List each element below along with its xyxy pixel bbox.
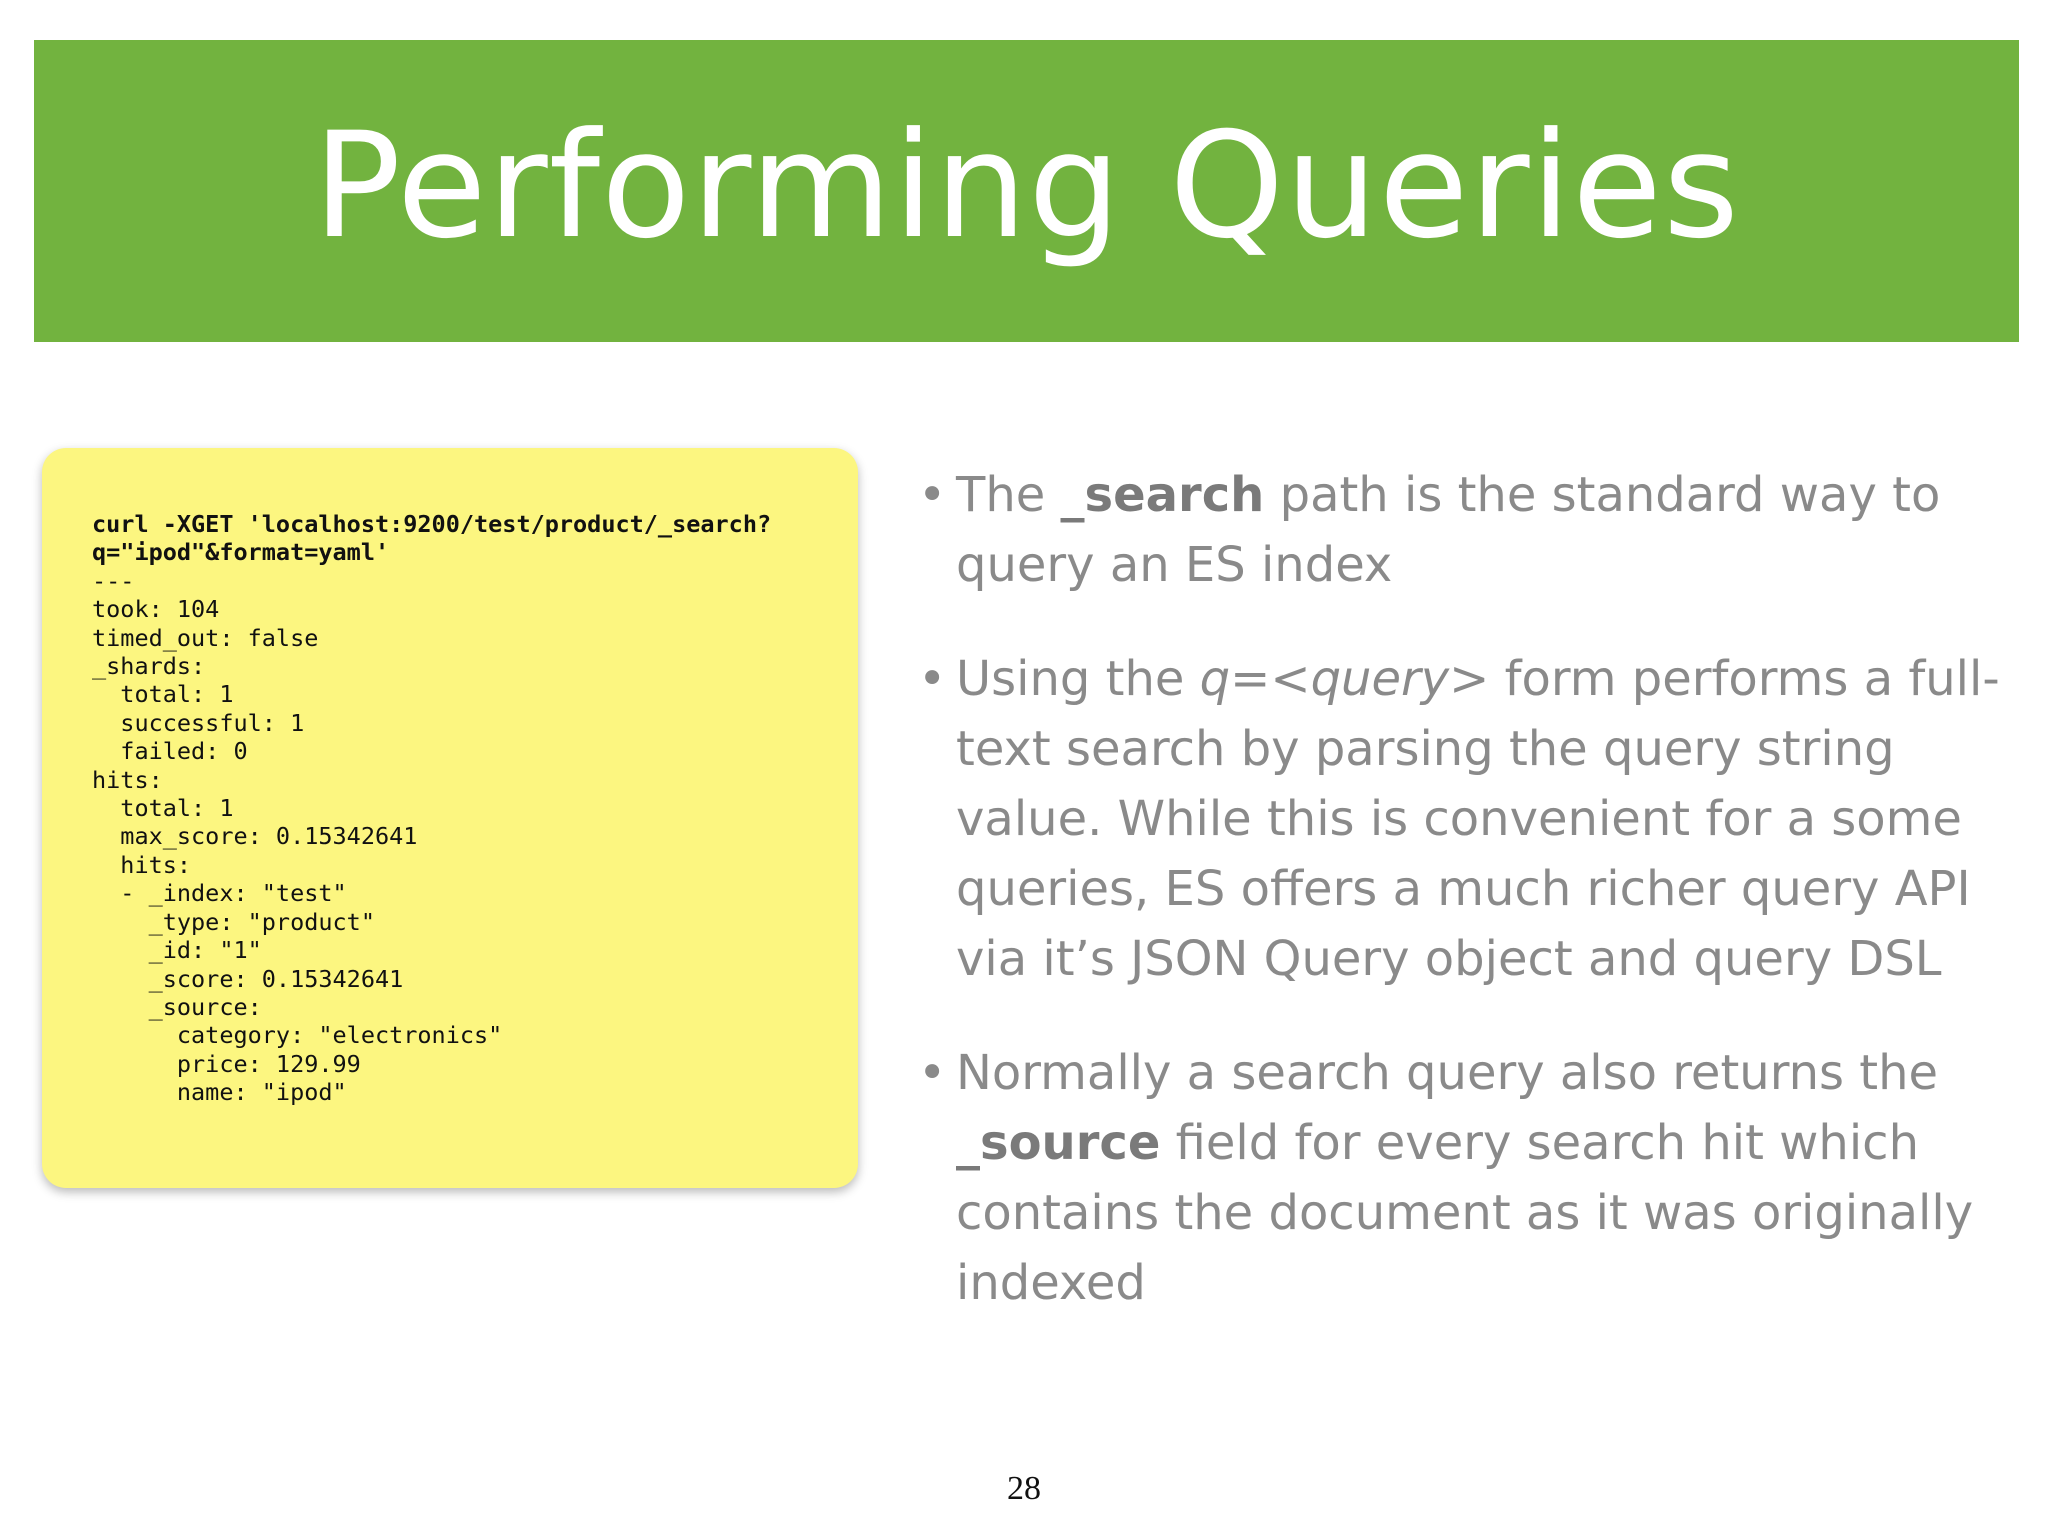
bullet-line: text search by parsing the query string [956, 721, 1895, 777]
code-line: hits: [92, 850, 192, 879]
code-line: name: "ipod" [92, 1078, 347, 1107]
bullet-line: query an ES index [956, 537, 1393, 593]
bullet-line: queries, ES offers a much richer query API [956, 861, 1971, 917]
bullet-line [956, 460, 1978, 530]
code-line: total: 1 [92, 680, 234, 709]
code-line: category: "electronics" [92, 1021, 503, 1050]
bullet-dot: • [918, 467, 947, 523]
code-line: failed: 0 [92, 737, 248, 766]
code-block [42, 448, 858, 1188]
bullet-item-search-path [918, 460, 1978, 600]
code-line: _id: "1" [92, 936, 262, 965]
bullet-dot: • [918, 1045, 947, 1101]
code-line: _score: 0.15342641 [92, 964, 404, 993]
bullet-text: path is the standard way to [1264, 467, 1941, 523]
code-line: _type: "product" [92, 907, 375, 936]
code-line: hits: [92, 765, 163, 794]
bullet-line: indexed [956, 1255, 1146, 1311]
bullet-line [956, 644, 2000, 714]
bullet-line: value. While this is convenient for a some [956, 791, 1962, 847]
bullet-line [956, 1108, 1978, 1178]
code-line: q="ipod"&format=yaml' [92, 538, 390, 567]
code-line: successful: 1 [92, 708, 305, 737]
bullet-text: form performs a full- [1489, 651, 2000, 707]
code-line: took: 104 [92, 595, 220, 624]
keyword-search: _search [1060, 467, 1265, 523]
bullet-line: contains the document as it was originally [956, 1185, 1974, 1241]
bullet-text: The [956, 467, 1061, 523]
page-number: 28 [1007, 1470, 1041, 1507]
code-line: total: 1 [92, 794, 234, 823]
title-banner [34, 40, 2019, 342]
code-line: _source: [92, 992, 262, 1021]
code-line: max_score: 0.15342641 [92, 822, 418, 851]
bullet-line: Normally a search query also returns the [956, 1045, 1939, 1101]
code-line: - _index: "test" [92, 879, 347, 908]
code-line: --- [92, 566, 135, 595]
bullet-item-source-field [918, 1038, 1978, 1318]
bullet-text: field for every search hit which [1160, 1115, 1919, 1171]
slide-title: Performing Queries [312, 101, 1741, 271]
bullet-list [918, 460, 2000, 1362]
bullet-dot: • [918, 651, 947, 707]
code-line: _shards: [92, 652, 206, 681]
query-param-text: q=<query> [1199, 651, 1490, 707]
keyword-source: _source [956, 1115, 1161, 1171]
bullet-line: via it’s JSON Query object and query DSL [956, 931, 1942, 987]
code-line: price: 129.99 [92, 1049, 361, 1078]
bullet-item-query-form [918, 644, 2000, 994]
bullet-text: Using the [956, 651, 1200, 707]
code-line: curl -XGET 'localhost:9200/test/product/_search? [92, 510, 772, 538]
code-line: timed_out: false [92, 623, 319, 652]
